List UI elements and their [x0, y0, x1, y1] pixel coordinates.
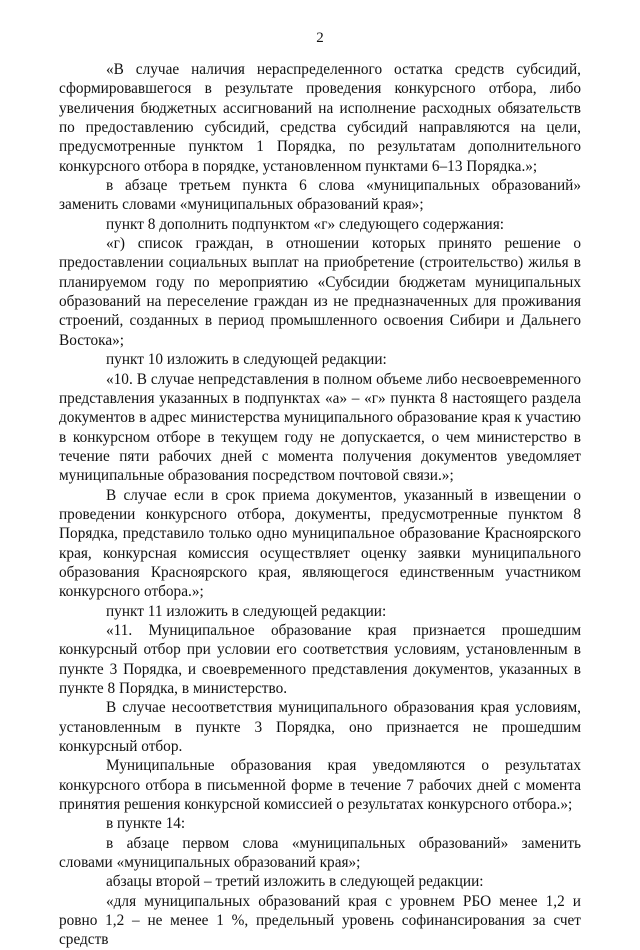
paragraph: пункт 8 дополнить подпунктом «г» следующего содержания: — [106, 215, 504, 233]
paragraph: пункт 11 изложить в следующей редакции: — [106, 602, 387, 620]
paragraph: «11. Муниципальное образование края признается прошедшим конкурсный отбор при условии его соответствия условиям, установленным в пункте 3 Порядка, и своевременного представления документов, указанных в пункте 8 Порядка, в министерство. — [59, 621, 581, 697]
paragraph: в абзаце третьем пункта 6 слова «муниципальных образований» заменить словами «муниципальных образований края»; — [59, 177, 581, 214]
document-body — [59, 60, 581, 950]
paragraph: в абзаце первом слова «муниципальных образований» заменить словами «муниципальных образований края»; — [59, 834, 581, 872]
paragraph: «г) список граждан, в отношении которых принято решение о предоставлении социальных выплат на приобретение (строительство) жилья в планируемом году по мероприятию «Субсидии бюджетам муниципальных образований на переселение граждан из не предназначенных для проживания строений, созданных в период промышленного освоения Сибири и Дальнего Востока»; — [59, 235, 581, 349]
paragraph: Муниципальные образования края уведомляются о результатах конкурсного отбора в письменной форме в течение 7 рабочих дней с момента принятия решения конкурсной комиссией о результатах конкурсного отбора.»; — [59, 757, 581, 814]
paragraph: абзацы второй – третий изложить в следующей редакции: — [106, 873, 484, 891]
paragraph: пункт 10 изложить в следующей редакции: — [106, 351, 387, 369]
paragraph: В случае несоответствия муниципального образования края условиям, установленным в пункте 3 Порядка, оно признается не прошедшим конкурсный отбор. — [59, 699, 581, 756]
paragraph: «для муниципальных образований края с уровнем РБО менее 1,2 и ровно 1,2 – не менее 1 %, предельный уровень софинансирования за счет средств — [59, 892, 581, 949]
page-number: 2 — [316, 30, 324, 46]
paragraph: в пункте 14: — [106, 815, 186, 833]
paragraph: В случае если в срок приема документов, указанный в извещении о проведении конкурсного отбора, документы, предусмотренные пунктом 8 Порядка, представило только одно муниципальное образование Красноярского края, конкурсная комиссия осуществляет оценку заявки муниципального образования Красноярского края, являющегося единственным участником конкурсного отбора.»; — [59, 486, 581, 601]
paragraph: «В случае наличия нераспределенного остатка средств субсидий, сформировавшегося в результате проведения конкурсного отбора, либо увеличения бюджетных ассигнований на исполнение расходных обязательств по предоставлению субсидий, средства субсидий направляются на цели, предусмотренные пунктом 1 Порядка, по результатам дополнительного конкурсного отбора в порядке, установленном пунктами 6–13 Порядка.»; — [59, 61, 581, 175]
paragraph: «10. В случае непредставления в полном объеме либо несвоевременного представления указанных в подпунктах «а» – «г» пункта 8 настоящего раздела документов в адрес министерства муниципального образование края к участию в конкурсном отборе в текущем году не допускается, о чем министерство в течение пяти рабочих дней с момента получения документов уведомляет муниципальные образования посредством почтовой связи.»; — [59, 370, 581, 485]
